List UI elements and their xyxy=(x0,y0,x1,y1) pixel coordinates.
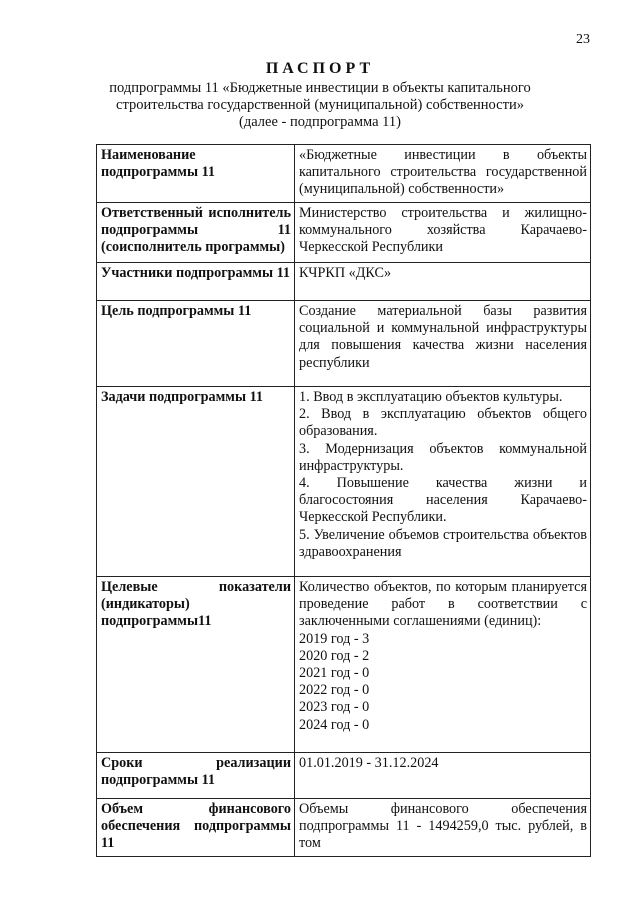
value-line: Количество объектов, по которым планируется проведение работ в соответствии с заключенными соглашениями (единиц): xyxy=(299,579,587,630)
row-label: Наименование подпрограммы 11 xyxy=(97,145,295,203)
row-value xyxy=(295,301,591,387)
table-row xyxy=(97,577,591,753)
row-label: Цель подпрограммы 11 xyxy=(97,301,295,387)
value-line: 1. Ввод в эксплуатацию объектов культуры. xyxy=(299,389,563,405)
row-value xyxy=(295,577,591,753)
row-value xyxy=(295,753,591,799)
value-line: 2019 год - 3 xyxy=(299,630,370,647)
value-line: 3. Модернизация объектов коммунальной инфраструктуры. xyxy=(299,440,587,474)
value-line: 2020 год - 2 xyxy=(299,647,370,664)
row-value xyxy=(295,145,591,203)
row-value xyxy=(295,799,591,857)
row-label: Участники подпрограммы 11 xyxy=(97,263,295,301)
row-label: Задачи подпрограммы 11 xyxy=(97,387,295,577)
subtitle-line: строительства государственной (муниципальной) собственности» xyxy=(116,97,524,113)
table-row xyxy=(97,799,591,857)
value-line: Создание материальной базы развития социальной и коммунальной инфраструктуры для повышения качества жизни населения республики xyxy=(299,303,587,371)
value-line: 4. Повышение качества жизни и благосостояния населения Карачаево-Черкесской Республики. xyxy=(299,475,587,526)
value-line: Министерство строительства и жилищно-коммунального хозяйства Карачаево-Черкесской Республики xyxy=(299,205,587,256)
value-line: 5. Увеличение объемов строительства объектов здравоохранения xyxy=(299,526,587,560)
row-label: Объем финансового обеспечения подпрограммы 11 xyxy=(97,799,295,857)
table-row xyxy=(97,145,591,203)
row-value xyxy=(295,387,591,577)
value-line: 2023 год - 0 xyxy=(299,699,370,716)
value-line: 01.01.2019 - 31.12.2024 xyxy=(299,755,439,771)
table-row xyxy=(97,387,591,577)
subtitle-line: подпрограммы 11 «Бюджетные инвестиции в объекты капитального xyxy=(109,80,531,96)
page-number: 23 xyxy=(576,32,590,47)
row-label: Ответственный исполнитель подпрограммы 11 (соисполнитель программы) xyxy=(97,203,295,263)
table-row xyxy=(97,301,591,387)
table-row xyxy=(97,263,591,301)
page-title: ПАСПОРТ xyxy=(265,60,375,77)
subtitle xyxy=(100,80,540,131)
value-line: Объемы финансового обеспечения подпрограммы 11 - 1494259,0 тыс. рублей, в том xyxy=(299,801,587,852)
value-line: 2022 год - 0 xyxy=(299,682,370,699)
value-line: КЧРКП «ДКС» xyxy=(299,265,392,281)
row-value xyxy=(295,263,591,301)
row-value xyxy=(295,203,591,263)
row-label: Целевые показатели (индикаторы) подпрограммы11 xyxy=(97,577,295,753)
subtitle-line: (далее - подпрограмма 11) xyxy=(239,114,401,130)
row-label: Сроки реализации подпрограммы 11 xyxy=(97,753,295,799)
table-row xyxy=(97,203,591,263)
value-line: 2. Ввод в эксплуатацию объектов общего образования. xyxy=(299,406,587,440)
value-line: 2024 год - 0 xyxy=(299,716,370,733)
table-row xyxy=(97,753,591,799)
value-line: 2021 год - 0 xyxy=(299,665,370,682)
passport-table xyxy=(96,144,591,857)
value-line: «Бюджетные инвестиции в объекты капитального строительства государственной (муниципальной) собственности» xyxy=(299,147,587,198)
